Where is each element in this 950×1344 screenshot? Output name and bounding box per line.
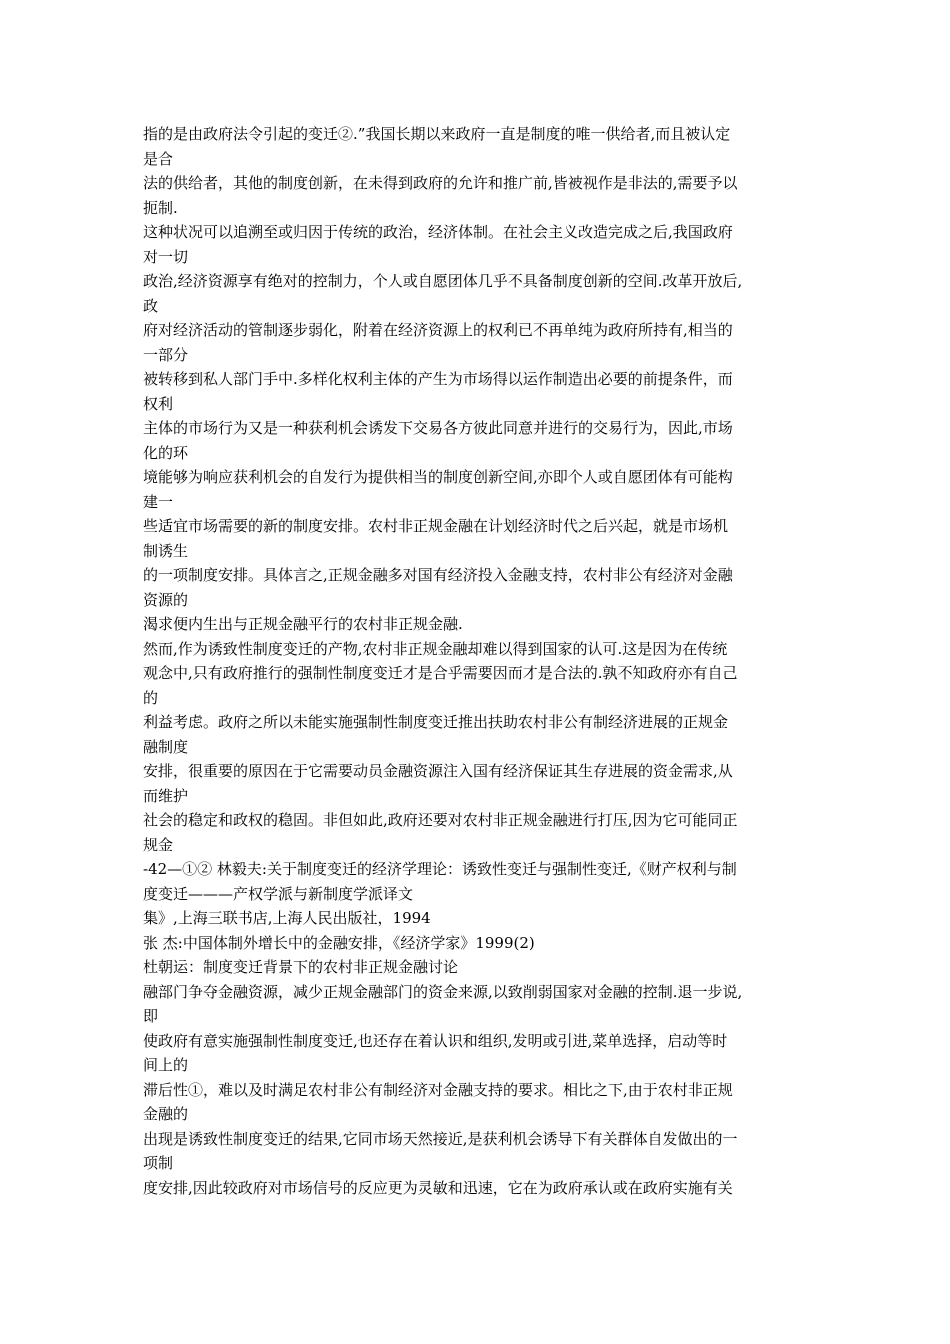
text-line: 一部分 xyxy=(143,345,189,364)
text-line: 这种状况可以追溯至或归因于传统的政治，经济体制。在社会主义改造完成之后,我国政府 xyxy=(143,223,733,241)
text-line: 府对经济活动的管制逐步弱化，附着在经济资源上的权利已不再单纯为政府所持有,相当的 xyxy=(143,321,733,339)
text-line: 的一项制度安排。具体言之,正规金融多对国有经济投入金融支持，农村非公有经济对金融 xyxy=(143,566,733,584)
text-line: 政治,经济资源享有绝对的控制力，个人或自愿团体几乎不具备制度创新的空间.改革开放后, xyxy=(143,272,743,290)
text-line: 被转移到私人部门手中.多样化权利主体的产生为市场得以运作制造出必要的前提条件，而 xyxy=(143,370,733,388)
text-line: 金融的 xyxy=(143,1105,189,1123)
text-line: 法的供给者，其他的制度创新，在未得到政府的允许和推广前,皆被视作是非法的,需要予以 xyxy=(143,174,738,192)
text-line: 些适宜市场需要的新的制度安排。农村非正规金融在计划经济时代之后兴起，就是市场机 xyxy=(143,517,729,535)
footnote-line: 集》,上海三联书店,上海人民出版社，1994 xyxy=(143,909,431,927)
text-line: 资源的 xyxy=(143,590,189,609)
text-line: 间上的 xyxy=(143,1056,189,1074)
text-line: 滞后性①，难以及时满足农村非公有制经济对金融支持的要求。相比之下,由于农村非正规 xyxy=(143,1080,733,1099)
text-line: 扼制. xyxy=(143,198,178,217)
text-line: 项制 xyxy=(143,1154,174,1172)
text-line: 制诱生 xyxy=(143,541,189,560)
footnote-line: 度变迁———产权学派与新制度学派译文 xyxy=(143,884,414,903)
text-line: 融制度 xyxy=(143,737,189,756)
text-line: 境能够为响应获利机会的自发行为提供相当的制度创新空间,亦即个人或自愿团体有可能构 xyxy=(143,468,733,486)
footnote-line: -42—①② 林毅夫:关于制度变迁的经济学理论：诱致性变迁与强制性变迁,《财产权利与制 xyxy=(143,860,737,878)
text-line: 政 xyxy=(143,296,159,315)
text-line: 而维护 xyxy=(143,786,189,805)
text-line: 的 xyxy=(143,688,159,707)
text-line: 安排，很重要的原因在于它需要动员金融资源注入国有经济保证其生存进展的资金需求,从 xyxy=(143,762,733,780)
text-line: 然而,作为诱致性制度变迁的产物,农村非正规金融却难以得到国家的认可.这是因为在传统 xyxy=(143,639,728,658)
document-body xyxy=(143,122,813,1200)
text-line: 主体的市场行为又是一种获利机会诱发下交易各方彼此同意并进行的交易行为，因此,市场 xyxy=(143,419,733,437)
text-line: 是合 xyxy=(143,149,174,168)
footnote-line: 张 杰:中国体制外增长中的金融安排，《经济学家》1999(2) xyxy=(143,933,535,952)
text-line: 化的环 xyxy=(143,443,189,462)
text-line: 规金 xyxy=(143,835,174,854)
text-line: 即 xyxy=(143,1007,159,1025)
text-line: 指的是由政府法令引起的变迁②.”我国长期以来政府一直是制度的唯一供给者,而且被认定 xyxy=(143,125,731,143)
text-line: 度安排,因此较政府对市场信号的反应更为灵敏和迅速，它在为政府承认或在政府实施有关 xyxy=(143,1178,733,1197)
text-line: 融部门争夺金融资源，减少正规金融部门的资金来源,以致削弱国家对金融的控制.退一步说, xyxy=(143,982,743,1001)
text-line: 社会的稳定和政权的稳固。非但如此,政府还要对农村非正规金融进行打压,因为它可能同正 xyxy=(143,811,738,829)
text-line: 建一 xyxy=(143,492,174,511)
text-line: 观念中,只有政府推行的强制性制度变迁才是合乎需要因而才是合法的.孰不知政府亦有自己 xyxy=(143,664,738,682)
text-line: 利益考虑。政府之所以未能实施强制性制度变迁推出扶助农村非公有制经济进展的正规金 xyxy=(143,713,729,731)
text-line: 使政府有意实施强制性制度变迁,也还存在着认识和组织,发明或引进,菜单选择，启动等时 xyxy=(143,1031,728,1050)
text-line: 对一切 xyxy=(143,247,189,266)
text-line: 渴求便内生出与正规金融平行的农村非正规金融. xyxy=(143,615,463,633)
text-line: 权利 xyxy=(143,394,174,413)
footnote-line: 杜朝运：制度变迁背景下的农村非正规金融讨论 xyxy=(143,958,459,976)
text-line: 出现是诱致性制度变迁的结果,它同市场天然接近,是获利机会诱导下有关群体自发做出的一 xyxy=(143,1129,738,1148)
